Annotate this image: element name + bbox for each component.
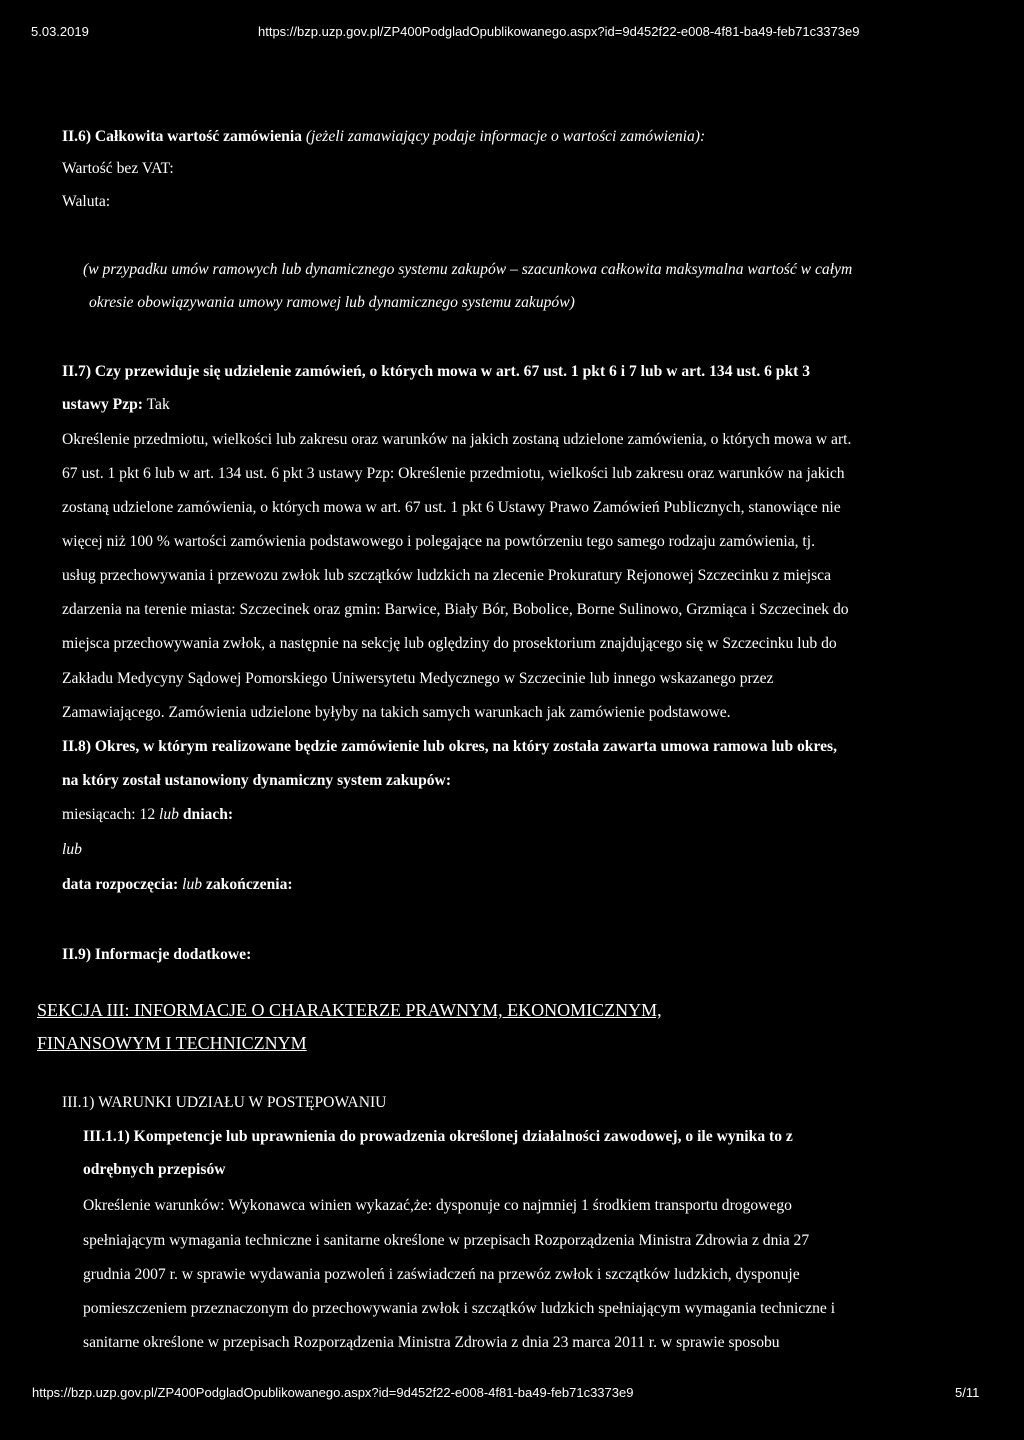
or-label: lub: [182, 876, 203, 893]
dates-row: [62, 875, 293, 895]
section-3-1-1-heading-line-2: odrębnych przepisów: [83, 1161, 226, 1178]
section-2-7-body-line: więcej niż 100 % wartości zamówienia podstawowego i polegające na powtórzeniu tego samego rodzaju zamówienia, tj.: [62, 533, 815, 550]
print-footer-url: https://bzp.uzp.gov.pl/ZP400PodgladOpublikowanego.aspx?id=9d452f22-e008-4f81-ba49-feb71c3373e9: [32, 1385, 634, 1400]
section-2-9-heading: II.9) Informacje dodatkowe:: [62, 946, 252, 963]
section-2-7-body-line: zostaną udzielone zamówienia, o których mowa w art. 67 ust. 1 pkt 6 Ustawy Prawo Zamówień Publicznych, stanowiące nie: [62, 499, 841, 516]
conditions-body-line: pomieszczeniem przeznaczonym do przechowywania zwłok i szczątków ludzkich spełniającym wymagania techniczne i: [83, 1300, 836, 1317]
section-2-7-body-line: usług przechowywania i przewozu zwłok lub szczątków ludzkich na zlecenie Prokuratury Rejonowej Szczecinku z miejsca: [62, 567, 832, 584]
section-2-7-question-line-2: [62, 395, 170, 415]
section-3-title-line-2: FINANSOWYM I TECHNICZNYM: [37, 1033, 307, 1053]
section-2-7-body-line: Zakładu Medycyny Sądowej Pomorskiego Uniwersytetu Medycznego w Szczecinie lub innego wskazanego przez: [62, 670, 774, 687]
section-2-6-heading-note: (jeżeli zamawiający podaje informacje o wartości zamówienia):: [305, 128, 706, 145]
days-label: dniach:: [182, 806, 234, 823]
duration-row: [62, 805, 233, 825]
conditions-body-line: Określenie warunków: Wykonawca winien wykazać,że: dysponuje co najmniej 1 środkiem transportu drogowego: [83, 1197, 792, 1214]
section-2-7-question-line-1: II.7) Czy przewiduje się udzielenie zamówień, o których mowa w art. 67 ust. 1 pkt 6 i 7 lub w art. 134 ust. 6 pkt 3: [62, 363, 811, 380]
page-number: 5/11: [955, 1385, 980, 1400]
framework-note-line-2: okresie obowiązywania umowy ramowej lub dynamicznego systemu zakupów): [89, 294, 575, 311]
print-date: 5.03.2019: [31, 24, 89, 39]
currency-label: Waluta:: [62, 193, 111, 210]
print-header-url: https://bzp.uzp.gov.pl/ZP400PodgladOpublikowanego.aspx?id=9d452f22-e008-4f81-ba49-feb71c3373e9: [258, 24, 860, 39]
section-2-7-answer: Tak: [146, 396, 170, 413]
value-without-vat-label: Wartość bez VAT:: [62, 160, 174, 177]
section-3-1-heading: III.1) WARUNKI UDZIAŁU W POSTĘPOWANIU: [62, 1094, 387, 1111]
conditions-body-line: spełniającym wymagania techniczne i sanitarne określone w przepisach Rozporządzenia Ministra Zdrowia z dnia 27: [83, 1232, 810, 1249]
section-2-7-question-end: ustawy Pzp:: [62, 396, 143, 413]
section-2-8-question-line-2: na który został ustanowiony dynamiczny system zakupów:: [62, 772, 452, 789]
months-label: miesiącach:: [62, 806, 136, 823]
section-2-6-heading: II.6) Całkowita wartość zamówienia: [62, 128, 302, 145]
section-2-7-body-line: miejsca przechowywania zwłok, a następnie na sekcję lub oględziny do prosektorium znajdującego się w Szczecinku lub do: [62, 635, 837, 652]
section-2-7-body-line: 67 ust. 1 pkt 6 lub w art. 134 ust. 6 pkt 3 ustawy Pzp: Określenie przedmiotu, wielkości lub zakresu oraz warunków na jakich: [62, 465, 845, 482]
section-3-1-1-heading-line-1: III.1.1) Kompetencje lub uprawnienia do prowadzenia określonej działalności zawodowej, o ile wynika to z: [83, 1128, 793, 1145]
conditions-body-line: sanitarne określone w przepisach Rozporządzenia Ministra Zdrowia z dnia 23 marca 2011 r. w sprawie sposobu: [83, 1334, 780, 1351]
section-2-7-body-line: Zamawiającego. Zamówienia udzielone byłyby na takich samych warunkach jak zamówienie podstawowe.: [62, 704, 731, 721]
or-label: lub: [159, 806, 179, 823]
months-value: 12: [139, 806, 156, 823]
section-2-6-heading-line: [62, 127, 705, 147]
or-label: lub: [62, 841, 82, 858]
conditions-body-line: grudnia 2007 r. w sprawie wydawania pozwoleń i zaświadczeń na przewóz zwłok i szczątków ludzkich, dysponuje: [83, 1266, 800, 1283]
section-3-title-line-1: SEKCJA III: INFORMACJE O CHARAKTERZE PRAWNYM, EKONOMICZNYM,: [37, 1000, 662, 1020]
framework-note-line-1: (w przypadku umów ramowych lub dynamicznego systemu zakupów – szacunkowa całkowita maksymalna wartość w całym: [83, 261, 853, 278]
section-2-8-question-line-1: II.8) Okres, w którym realizowane będzie zamówienie lub okres, na który została zawarta umowa ramowa lub okres,: [62, 738, 838, 755]
section-2-7-body-line: Określenie przedmiotu, wielkości lub zakresu oraz warunków na jakich zostaną udzielone zamówienia, o których mowa w art.: [62, 431, 852, 448]
section-2-7-body-line: zdarzenia na terenie miasta: Szczecinek oraz gmin: Barwice, Biały Bór, Bobolice, Borne Sulinowo, Grzmiąca i Szczecinek do: [62, 601, 849, 618]
start-date-label: data rozpoczęcia:: [62, 876, 179, 893]
end-date-label: zakończenia:: [205, 876, 293, 893]
